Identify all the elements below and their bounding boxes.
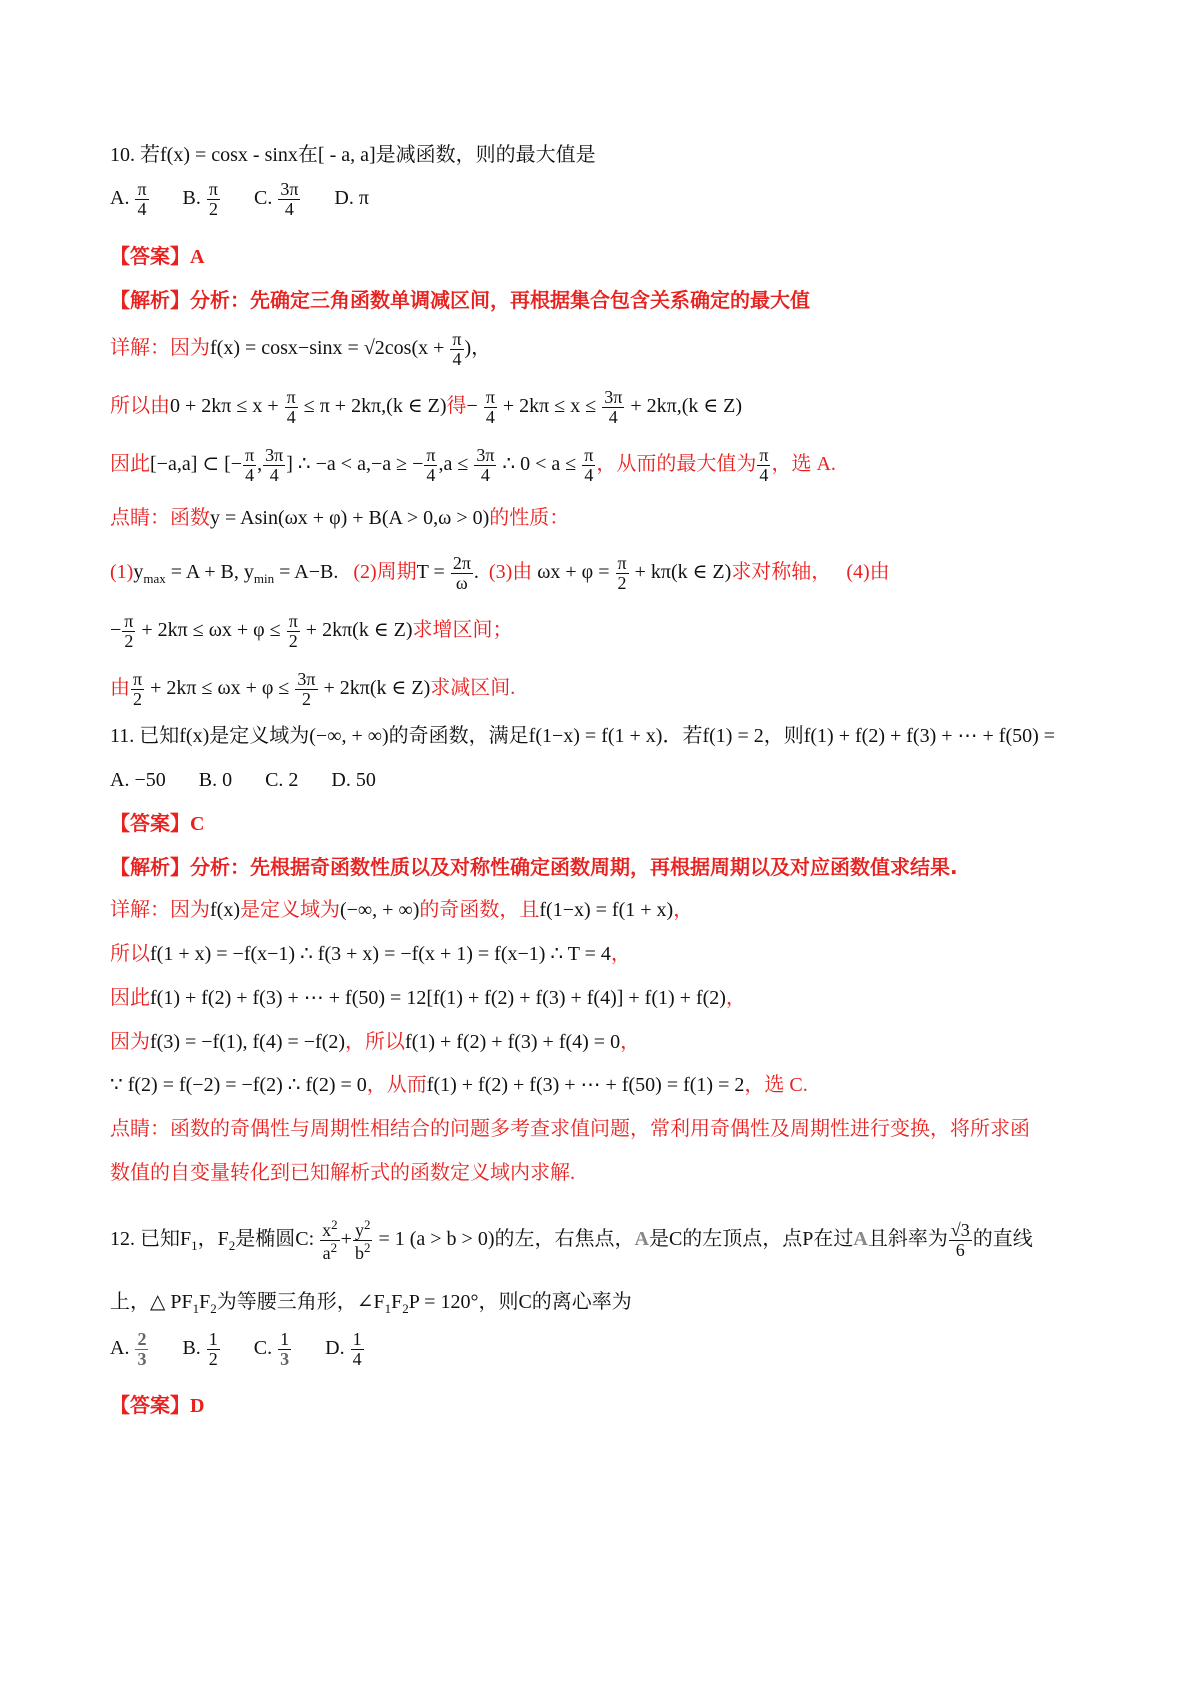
q10-option-b: B. $\frac{\pi}{2}$ xyxy=(182,179,218,219)
q12-option-a: A. $\frac{2}{3}$ xyxy=(110,1329,147,1369)
q10-detail-2: 所以由0 + 2kπ ≤ x + $\frac{\pi}{4}$ ≤ π + 2kπ,(k ∈ Z)得− $\frac{\pi}{4}$ + 2kπ ≤ x ≤ $\frac{3\pi}{4}$ + 2kπ,(k ∈ Z) xyxy=(110,387,743,427)
q12-option-c: C. $\frac{1}{3}$ xyxy=(253,1329,290,1369)
q10-properties: $(1)y_{max} = A + B$, $y_{min} = A-B$. (2)周期T = $\frac{2\pi}{\omega}$ . (3)由 ωx + φ = $\frac{\pi}{2}$ + kπ(k ∈ Z)求对称轴， (4)由 xyxy=(110,553,890,593)
q11-detail-5: ∵ f(2) = f(−2) = −f(2) ∴ f(2) = 0，从而f(1) + f(2) + f(3) + ⋯ + f(50) = f(1) = 2，选 C. xyxy=(110,1074,808,1096)
q10-remark: 点睛：函数y = Asin(ωx + φ) + B(A > 0,ω > 0)的性质： xyxy=(110,507,570,529)
q11-remark-2: 数值的自变量转化到已知解析式的函数定义域内求解. xyxy=(110,1162,575,1184)
q10-option-a: A. $\frac{\pi}{4}$ xyxy=(110,179,147,219)
q11-detail-3: 因此f(1) + f(2) + f(3) + ⋯ + f(50) = 12[f(1) + f(2) + f(3) + f(4)] + f(1) + f(2)， xyxy=(110,987,746,1009)
q10-detail-1: 详解：因为f(x) = cosx−sinx = √2cos(x + $\frac{\pi}{4}$ )， xyxy=(110,329,492,369)
q10-option-d: D. π xyxy=(334,186,369,209)
q11-stem: 11. 已知f(x)是定义域为(−∞, + ∞)的奇函数，满足f(1−x) = f(1 + x)．若f(1) = 2，则f(1) + f(2) + f(3) + ⋯ + f(50) = xyxy=(110,725,1056,747)
q12-option-d: D. $\frac{1}{4}$ xyxy=(325,1329,362,1369)
q10-stem: 10. 若f(x) = cosx - sinx在[ - a, a]是减函数，则的最大值是 xyxy=(110,144,596,166)
q11-detail-2: 所以f(1 + x) = −f(x−1) ∴ f(3 + x) = −f(x + 1) = f(x−1) ∴ T = 4， xyxy=(110,943,631,965)
q10-option-c: C. $\frac{3\pi}{4}$ xyxy=(253,179,299,219)
q10-detail-3: 因此[−a,a] ⊂ [− $\frac{\pi}{4}$ , $\frac{3\pi}{4}$ ] ∴ −a < a,−a ≥ − $\frac{\pi}{4}$ ,a ≤ $\frac{3\pi}{4}$ ∴ 0 < a ≤ $\frac{\pi}{4}$ ，从而的最大值为 $\frac{\pi}{4}$ ，选 A. xyxy=(110,445,836,485)
q10-options xyxy=(110,180,397,219)
q10-increasing: − $\frac{\pi}{2}$ + 2kπ ≤ ωx + φ ≤ $\frac{\pi}{2}$ + 2kπ(k ∈ Z)求增区间； xyxy=(110,611,513,651)
q10-decreasing: 由 $\frac{\pi}{2}$ + 2kπ ≤ ωx + φ ≤ $\frac{3\pi}{2}$ + 2kπ(k ∈ Z)求减区间. xyxy=(110,669,516,709)
q11-detail-1: 详解：因为f(x)是定义域为(−∞, + ∞)的奇函数，且f(1−x) = f(1 + x)， xyxy=(110,899,694,921)
q12-stem-line-2: 上，△ $PF_1F_2$为等腰三角形，$\angle F_1F_2P = 120^\circ$，则C的离心率为 xyxy=(110,1291,632,1316)
q12-options xyxy=(110,1330,393,1369)
q12-answer: 【答案】D xyxy=(110,1393,205,1417)
q11-option-c: C. 2 xyxy=(265,769,299,791)
q11-analysis: 【解析】分析：先根据奇函数性质以及对称性确定函数周期，再根据周期以及对应函数值求结果. xyxy=(110,855,958,879)
q12-stem-line-1: 12. 已知$F_1$，$F_2$是椭圆C: $\frac{x^2}{a^2}$ + $\frac{y^2}{b^2}$ = 1 (a > b > 0)的左，右焦点，A是C的左顶点，点P在过A且斜率为 $\frac{√3}{6}$ 的直线 xyxy=(110,1217,1033,1263)
q11-remark-1: 点睛：函数的奇偶性与周期性相结合的问题多考查求值问题，常利用奇偶性及周期性进行变换，将所求函 xyxy=(110,1118,1030,1140)
q10-analysis: 【解析】分析：先确定三角函数单调减区间，再根据集合包含关系确定的最大值 xyxy=(110,288,810,312)
q11-detail-4: 因为f(3) = −f(1), f(4) = −f(2)，所以f(1) + f(2) + f(3) + f(4) = 0， xyxy=(110,1031,641,1053)
q12-option-b: B. $\frac{1}{2}$ xyxy=(182,1329,218,1369)
q11-options xyxy=(110,770,404,790)
q11-option-a: A. −50 xyxy=(110,769,166,791)
q11-option-b: B. 0 xyxy=(198,769,233,791)
q10-answer: 【答案】A xyxy=(110,244,205,268)
q11-option-d: D. 50 xyxy=(331,769,376,791)
q11-answer: 【答案】C xyxy=(110,811,205,835)
